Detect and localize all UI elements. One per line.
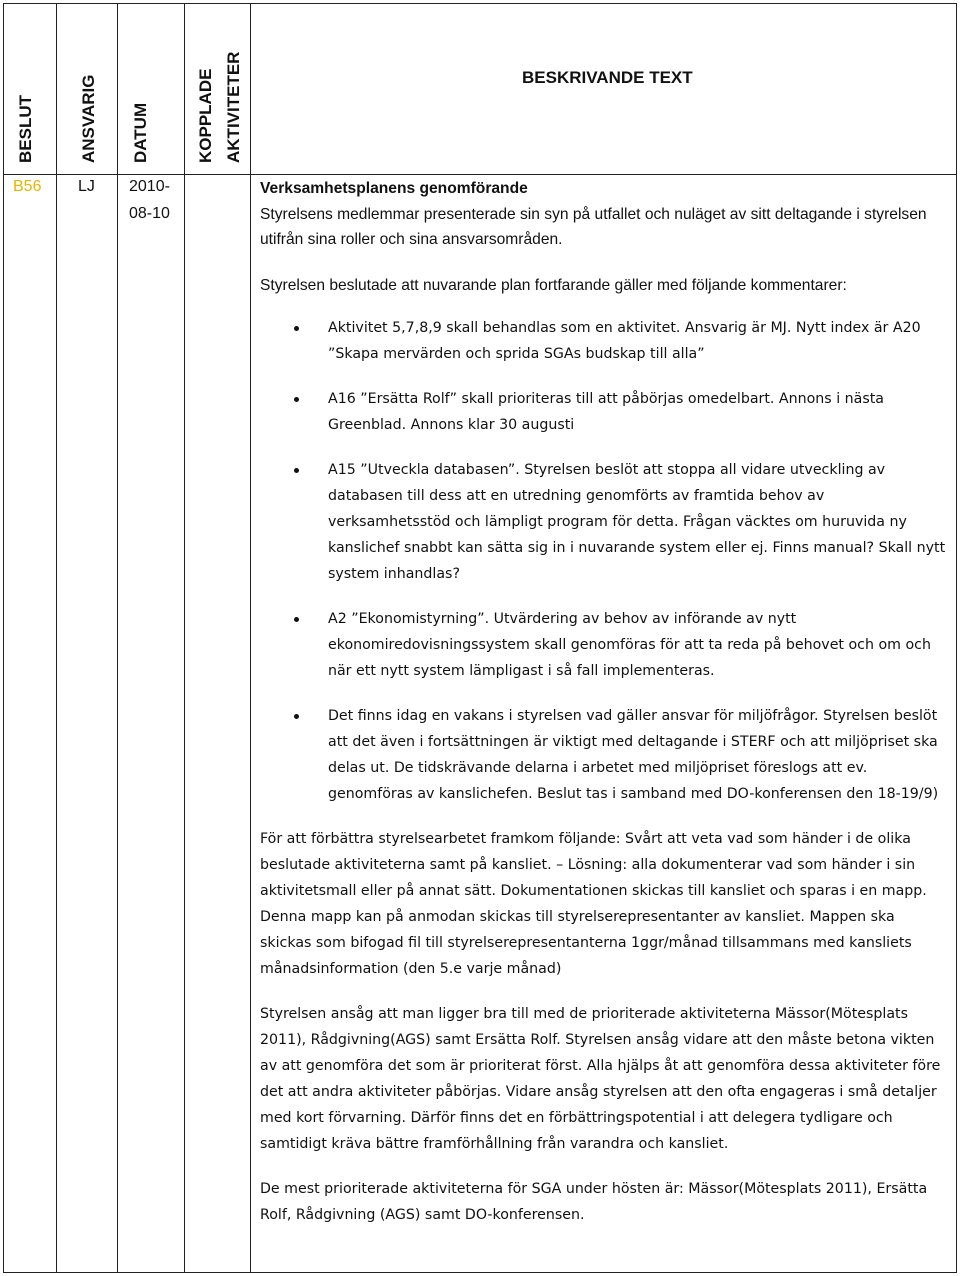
bullet-icon	[294, 326, 299, 331]
header-beskrivande-text: BESKRIVANDE TEXT	[522, 68, 693, 87]
list-item: Det finns idag en vakans i styrelsen vad gäller ansvar för miljöfrågor. Styrelsen beslöt att det även i fortsättningen är viktigt med deltagande i STERF och att miljöpriset ska delas ut. De tidskrävande delarna i arbetet med miljöpriset föreslogs att ev. genomföras av kanslichefen. Beslut tas i samband med DO-konferensen den 18-19/9)	[260, 703, 950, 807]
header-beslut: BESLUT	[16, 95, 35, 163]
datum-line1: 2010-	[129, 178, 170, 195]
header-ansvarig: ANSVARIG	[79, 74, 98, 163]
intro-text: Styrelsens medlemmar presenterade sin syn på utfallet och nuläget av sitt deltagande i styrelsen utifrån sina roller och sina ansvarsområden.	[260, 205, 927, 248]
paragraph-priorities: Styrelsen ansåg att man ligger bra till med de prioriterade aktiviteterna Mässor(Mötesplats 2011), Rådgivning(AGS) samt Ersätta Rolf. Styrelsen ansåg vidare att den måste betona vikten av att genomföra det som är prioriterat först. Alla hjälps åt att genomföra dessa aktiviteter före det att andra aktiviteter påbörjas. Vidare ansåg styrelsen att den ofta engageras i små detaljer med kort förvarning. Därför finns det en förbättringspotential i att delegera tydligare och samtidigt kräva bättre framförhållning från varandra och kansliet.	[260, 1006, 941, 1152]
decision-text: Styrelsen beslutade att nuvarande plan fortfarande gäller med följande kommentarer:	[260, 276, 847, 294]
header-kopplade: KOPPLADE	[196, 68, 215, 163]
beslut-id: B56	[13, 178, 42, 195]
section-title: Verksamhetsplanens genomförande	[260, 180, 528, 197]
paragraph-improvement: För att förbättra styrelsearbetet framkom följande: Svårt att veta vad som händer i de olika beslutade aktiviteterna samt på kansliet. – Lösning: alla dokumenterar vad som händer i sin aktivitetsmall eller på annat sätt. Dokumentationen skickas till kansliet och sparas i en mapp. Denna mapp kan på anmodan skickas till styrelserepresentanter av kansliet. Mappen ska skickas som bifogad fil till styrelserepresentanterna 1ggr/månad tillsammans med kansliets månadsinformation (den 5.e varje månad)	[260, 831, 927, 977]
column-divider	[184, 4, 185, 1272]
bullet-icon	[294, 714, 299, 719]
list-item: Aktivitet 5,7,8,9 skall behandlas som en aktivitet. Ansvarig är MJ. Nytt index är A20 ”Skapa mervärden och sprida SGAs budskap till alla”	[260, 315, 950, 367]
datum-line2: 08-10	[129, 205, 170, 222]
column-divider	[250, 4, 251, 1272]
header-datum: DATUM	[131, 102, 150, 163]
bullet-icon	[294, 468, 299, 473]
list-item: A2 ”Ekonomistyrning”. Utvärdering av behov av införande av nytt ekonomiredovisningssystem skall genomföras för att ta reda på behovet och om och när ett nytt system lämpligast i så fall implementeras.	[260, 606, 950, 684]
list-item: A16 ”Ersätta Rolf” skall prioriteras till att påbörjas omedelbart. Annons i nästa Greenblad. Annons klar 30 augusti	[260, 386, 950, 438]
description-content	[260, 176, 950, 1228]
list-item: A15 ”Utveckla databasen”. Styrelsen beslöt att stoppa all vidare utveckling av databasen till dess att en utredning genomförts av framtida behov av verksamhetsstöd och lämpligt program för detta. Frågan väcktes om huruvida ny kanslichef snabbt kan sätta sig in i nuvarande system eller ej. Finns manual? Skall nytt system inhandlas?	[260, 457, 950, 587]
header-divider	[4, 174, 956, 175]
ansvarig-value: LJ	[78, 178, 95, 195]
column-divider	[56, 4, 57, 1272]
bullet-icon	[294, 397, 299, 402]
header-aktiviteter: AKTIVITETER	[224, 51, 243, 163]
bullet-icon	[294, 617, 299, 622]
column-divider	[117, 4, 118, 1272]
paragraph-autumn: De mest prioriterade aktiviteterna för SGA under hösten är: Mässor(Mötesplats 2011), Ersätta Rolf, Rådgivning (AGS) samt DO-konferensen.	[260, 1181, 928, 1223]
